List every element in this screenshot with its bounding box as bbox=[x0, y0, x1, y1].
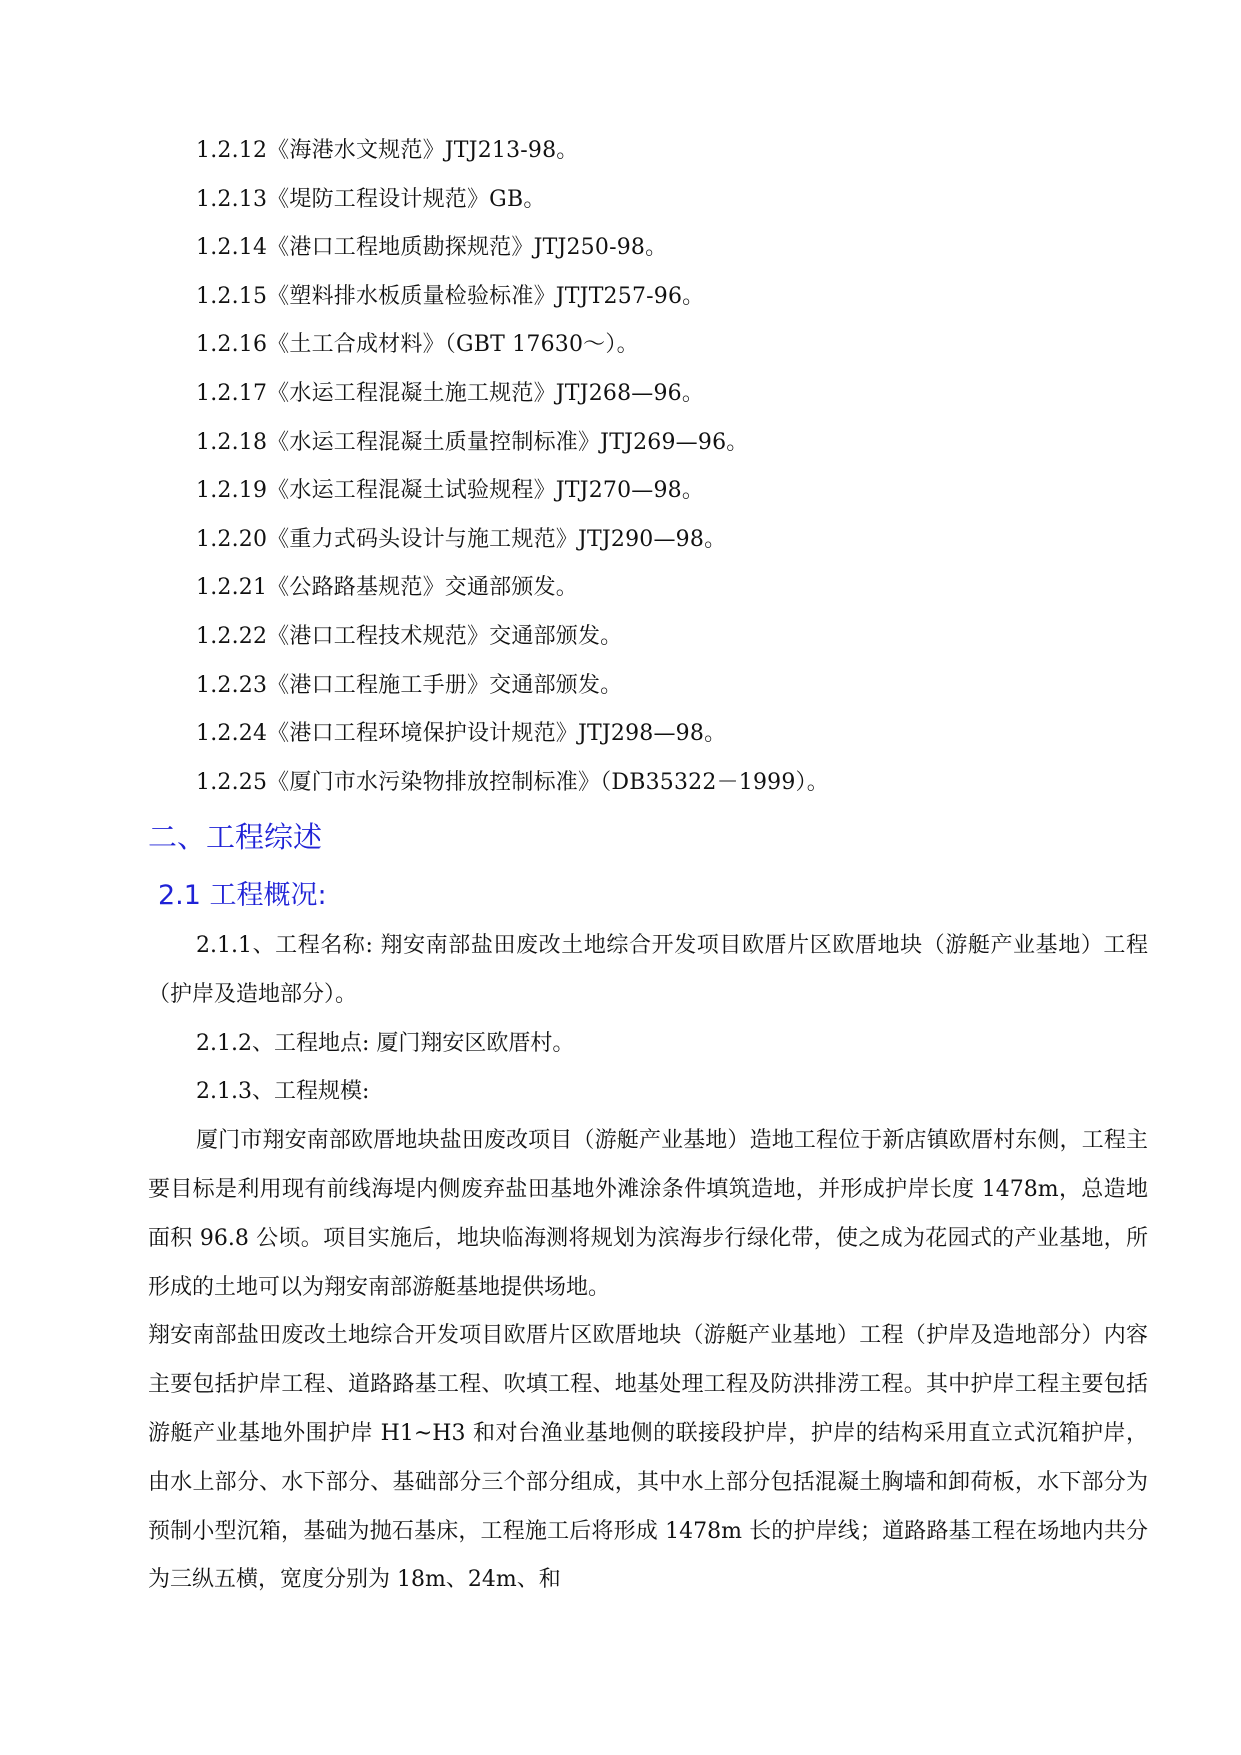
reference-item: 1.2.14《港口工程地质勘探规范》JTJ250-98。 bbox=[196, 235, 668, 261]
reference-item: 1.2.21《公路路基规范》交通部颁发。 bbox=[196, 575, 578, 601]
reference-item: 1.2.17《水运工程混凝土施工规范》JTJ268—96。 bbox=[196, 380, 705, 406]
reference-item: 1.2.23《港口工程施工手册》交通部颁发。 bbox=[196, 672, 623, 698]
reference-list bbox=[196, 136, 829, 816]
paragraph-scale-description: 厦门市翔安南部欧厝地块盐田废改项目（游艇产业基地）造地工程位于新店镇欧厝村东侧，工程主要目标是利用现有前线海堤内侧废弃盐田基地外滩涂条件填筑造地，并形成护岸长度 1478m，总造地面积 96.8 公顷。项目实施后，地块临海测将规划为滨海步行绿化带，使之成为花园式的产业基地，所形成的土地可以为翔安南部游艇基地提供场地。 bbox=[148, 1128, 1148, 1300]
section-heading: 二、工程综述 bbox=[148, 820, 323, 854]
reference-item: 1.2.19《水运工程混凝土试验规程》JTJ270—98。 bbox=[196, 478, 705, 504]
reference-item: 1.2.15《塑料排水板质量检验标准》JTJT257-96。 bbox=[196, 283, 705, 309]
reference-item: 1.2.13《堤防工程设计规范》GB。 bbox=[196, 186, 546, 212]
reference-item: 1.2.24《港口工程环境保护设计规范》JTJ298—98。 bbox=[196, 721, 727, 747]
reference-item: 1.2.12《海港水文规范》JTJ213-98。 bbox=[196, 138, 579, 163]
reference-item: 1.2.18《水运工程混凝土质量控制标准》JTJ269—96。 bbox=[196, 429, 749, 455]
paragraph-scope-description: 翔安南部盐田废改土地综合开发项目欧厝片区欧厝地块（游艇产业基地）工程（护岸及造地部分）内容主要包括护岸工程、道路路基工程、吹填工程、地基处理工程及防洪排涝工程。其中护岸工程主要包括游艇产业基地外围护岸 H1~H3 和对台渔业基地侧的联接段护岸，护岸的结构采用直立式沉箱护岸，由水上部分、水下部分、基础部分三个部分组成，其中水上部分包括混凝土胸墙和卸荷板，水下部分为预制小型沉箱，基础为抛石基床，工程施工后将形成 1478m 长的护岸线；道路路基工程在场地内共分为三纵五横，宽度分别为 18m、24m、和 bbox=[148, 1323, 1148, 1593]
subsection-heading: 2.1 工程概况: bbox=[158, 880, 327, 911]
body-text bbox=[148, 922, 1148, 1605]
paragraph-project-scale-heading: 2.1.3、工程规模: bbox=[196, 1079, 370, 1105]
reference-item: 1.2.25《厦门市水污染物排放控制标准》（DB35322－1999）。 bbox=[196, 769, 829, 795]
reference-item: 1.2.20《重力式码头设计与施工规范》JTJ290—98。 bbox=[196, 526, 727, 552]
reference-item: 1.2.22《港口工程技术规范》交通部颁发。 bbox=[196, 623, 623, 649]
paragraph-project-location: 2.1.2、工程地点: 厦门翔安区欧厝村。 bbox=[196, 1030, 575, 1056]
paragraph-project-name: 2.1.1、工程名称: 翔安南部盐田废改土地综合开发项目欧厝片区欧厝地块（游艇产业基地）工程（护岸及造地部分）。 bbox=[148, 933, 1148, 1007]
reference-item: 1.2.16《土工合成材料》（GBT 17630～）。 bbox=[196, 332, 639, 358]
